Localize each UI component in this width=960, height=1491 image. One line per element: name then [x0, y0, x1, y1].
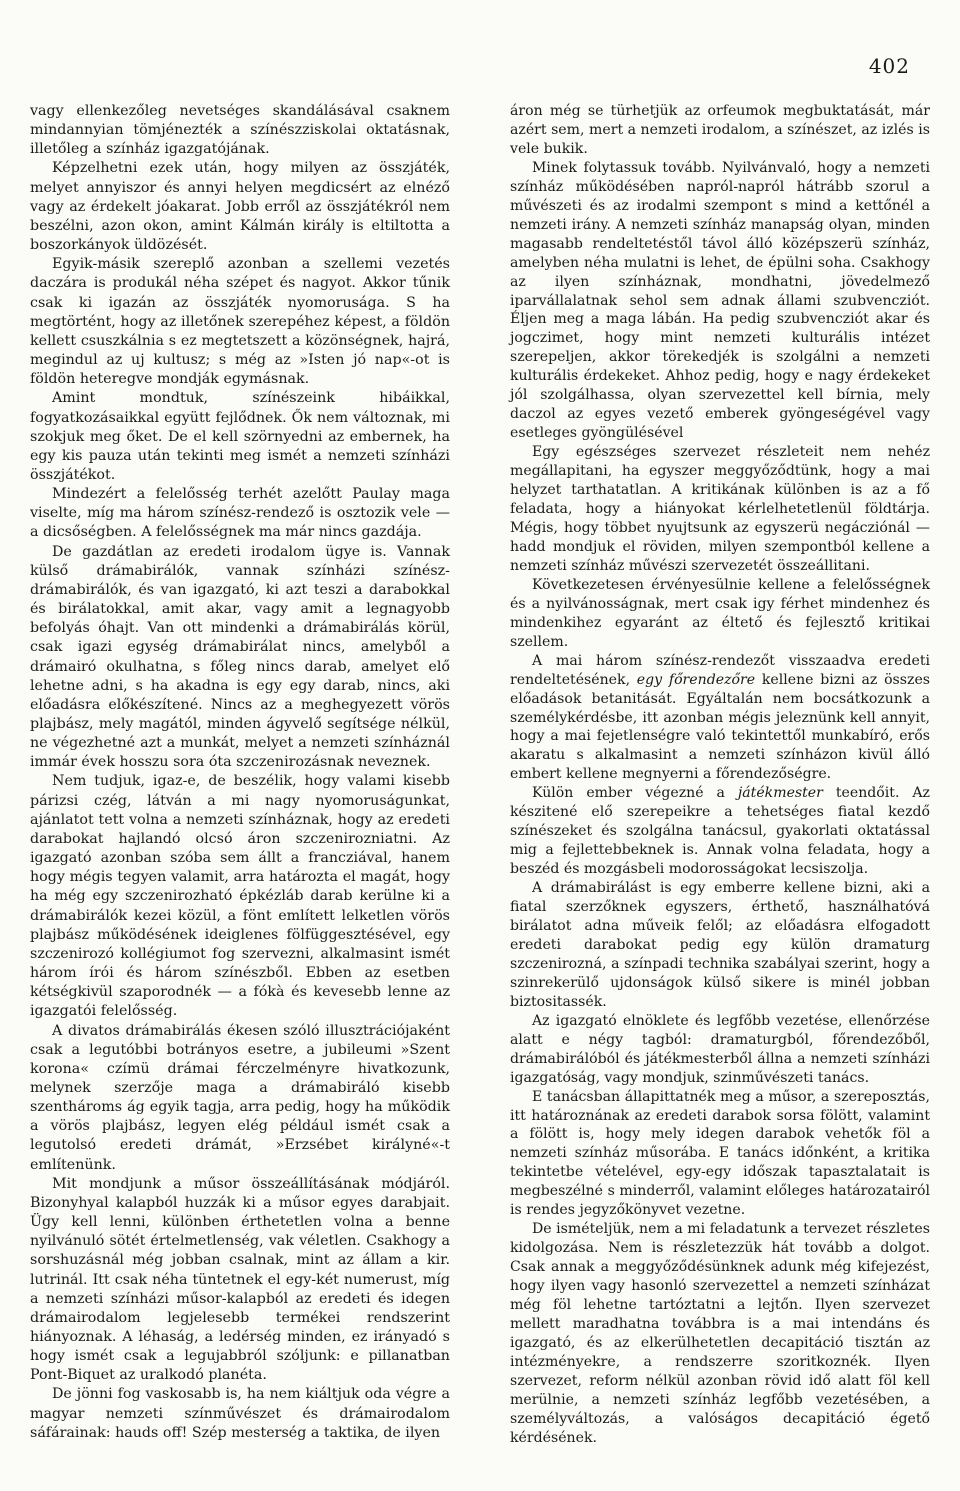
paragraph: Mindezért a felelősség terhét azelőtt Paulay maga viselte, míg ma három színész-rendező is osztozik vele — a dicsőségben. A felelősségnek ma már nincs gazdája.	[30, 486, 450, 541]
paragraph: Az igazgató elnöklete és legfőbb vezetése, ellenőrzése alatt e négy tagból: dramaturgból, főrendezőből, drámabirálóból és játékmesterből állna a nemzeti színházi igazgatóság, vagy mondjuk, szinművészeti tanács.	[510, 1012, 930, 1086]
paragraph	[510, 652, 930, 785]
paragraph: A drámabirálást is egy emberre kellene bizni, aki a fiatal szerzőknek egyszers, érthető, használhatóvá birálatot adna műveik felől; az előadásra elfogadott eredeti darabokat pedig egy külön dramaturg szczenirozná, a színpadi technika szabályai szerint, hogy a szinrekerülő ujdonságok külső sikere is minél jobban biztositassék.	[510, 880, 930, 1010]
left-column	[30, 102, 450, 1443]
paragraph: E tanácsban állapittatnék meg a műsor, a szereposztás, itt határoznának az eredeti darabok sorsa fölött, valamint a fölött is, hogy mely idegen darabok vehetők föl a nemzeti színház műsorába. E tanács időnként, a kritika tekintetbe vételével, egy-egy időszak tapasztalatait is megbeszélné s minderről, valamint előleges határozatairól is rendes jegyzőkönyvet vezetne.	[510, 1088, 930, 1219]
emphasis: játékmester	[737, 785, 823, 802]
emphasis: egy főrendezőre	[636, 671, 756, 688]
paragraph: Mit mondjunk a műsor összeállításának módjáról. Bizonyhyal kalapból huzzák ki a műsor egyes darabjait. Ügy kell lenni, különben érthetetlen volna a benne nyilvánuló sötét értelmetlenség, vak véletlen. Csakhogy a sorshuzásnál még jobban csalnak, mint az állam a kir. lutrinál. Itt csak néha tüntetnek el egy-két numerust, míg a nemzeti színházi műsor-kalapból az eredeti és idegen drámairodalom legjelesebb termékei rendszerint hiányoznak. A léhaság, a ledérség minden, ez irányadó s hogy ismét csak a legujabbról szóljunk: e pillanatban Pont-Biquet az uralkodó planéta.	[30, 1175, 450, 1384]
paragraph: áron még se türhetjük az orfeumok megbuktatását, már azért sem, mert a nemzeti irodalom, a színészet, az izlés is vele bukik.	[510, 103, 930, 157]
paragraph: Egy egészséges szervezet részleteit nem nehéz megállapitani, ha egyszer meggyőződtünk, hogy a mai helyzet tarthatatlan. A kritikának különben is az a fő feladata, hogy a hiányokat kérlelhetetlenül földtárja. Mégis, hogy többet nyujtsunk az egyszerü negácziónál — hadd mondjuk el röviden, milyen szempontból kellene a nemzeti színház művészi szervezetét összeállitani.	[510, 444, 930, 574]
paragraph: Nem tudjuk, igaz-e, de beszélik, hogy valami kisebb párizsi czég, látván a mi nagy nyomoruságunkat, ajánlatot tett volna a nemzeti színháznak, hogy az eredeti darabokat hajlandó olcsó áron szczenirozniatni. Az igazgató azonban szóba sem állt a francziával, hanem hogy mégis tegyen valamit, arra határozta el magát, hogy ha még egy szczenirozható épkézláb darab kerülne ki a drámabirálók kezei közül, a fönt említett lelketlen vörös plajbász működésének ideiglenes fölfüggesztésével, egy szczenirozó kollégiumot fog szervezni, alkalmasint ismét három írói és három színészből. Ebben az esetben kétségkivül szaporodnék — a fókà és kevesebb lenne az igazgatói felelősség.	[30, 773, 450, 1020]
paragraph: Amint mondtuk, színészeink hibáikkal, fogyatkozásaikkal együtt fejlődnek. Ők nem változnak, mi szokjuk meg őket. De el kell szörnyedni az embernek, ha egy kis pauza után tekinti meg ismét a nemzeti színházi összjátékot.	[30, 390, 450, 483]
paragraph-text: kellene bizni az összes előadások betanitását. Egyáltalán nem bocsátkozunk a személykérdésbe, itt azonban mégis jeleznünk kell annyit, hogy a mai fejetlenségre való tekintettől munkabíró, erős akaratu s alkalmasint a nemzeti színházon kivül álló embert kellene megnyerni a főrendezőségre.	[510, 671, 931, 783]
paragraph: Egyik-másik szereplő azonban a szellemi vezetés daczára is produkál néha szépet és nagyot. Akkor tűnik csak ki igazán az összjáték nyomorusága. S ha megtörtént, hogy az illetőnek szerepéhez képest, a földön kellett csuszkálnia s ez megtetszett a közönségnek, hajrá, megindul az uj kultusz; s még az »Isten jó nap«-ot is földön heteregve mondják egymásnak.	[30, 256, 450, 388]
paragraph: De ismételjük, nem a mi feladatunk a tervezet részletes kidolgozása. Nem is részletezzük hát tovább a dolgot. Csak annak a meggyőződésünknek adunk még kifejezést, hogy ilyen vagy hasonló szervezettel a nemzeti színházat még föl lehetne tartóztatni a lejtőn. Ilyen szervezet mellett maradhatna továbbra is a mai intendáns és igazgató, és az elkerülhetetlen decapitáció tisztán az intézményekre, a rendszerre szoritkoznék. Ilyen szervezet, reform nélkül azonban rövid idő alatt föl kell merülnie, a nemzeti színház legfőbb vezetésében, a személyváltozás, a valóságos decapitáció égető kérdésének.	[510, 1221, 930, 1446]
paragraph: vagy ellenkezőleg nevetséges skandálásával csaknem mindannyian tömjénezték a színészziskolai oktatásnak, illetőleg a színház igazgatójának.	[30, 103, 450, 158]
paragraph	[510, 784, 930, 879]
paragraph: De jönni fog vaskosabb is, ha nem kiáltjuk oda végre a magyar nemzeti színművészet és drámairodalom sáfárainak: hauds off! Szép mesterség a taktika, de ilyen	[30, 1386, 450, 1441]
paragraph: Minek folytassuk tovább. Nyilvánvaló, hogy a nemzeti színház működésében napról-napról hátrább szorul a művészeti és az irodalmi szempont s mind a kettőnél a nemzeti irány. A nemzeti színház manapság olyan, minden magasabb rendeltetéstől távol álló középszerü színház, amelyben néha mulatni is lehet, de épülni soha. Csakhogy az ilyen színháznak, mondhatni, jövedelmező iparvállalatnak sehol sem adnak állami szubvencziót. Éljen meg a maga lábán. Ha pedig szubvencziót akar és jogczimet, hogy mint nemzeti kulturális intézet szerepeljen, akkor törekedjék is szolgálni a nemzeti kulturális érdekeket. Ahhoz pedig, hogy e nagy érdekeket jól szolgálhassa, olyan szervezettel kell bírnia, mely daczol az egyes vezető emberek gyöngeségével vagy esetleges gyöngülésével	[510, 159, 930, 442]
paragraph-text: teendőit. Az készitené elő szerepeikre a tehetséges fiatal kezdő színészeket és szolgálna tanácsul, gyakorlati oktatással mig a fejlettebbeknek is. Annak volna feladata, hogy a beszéd és mozgásbeli modorosságokat lecsiszolja.	[510, 785, 930, 878]
paragraph: De gazdátlan az eredeti irodalom ügye is. Vannak külső drámabirálók, vannak színházi színész-drámabirálók, és van igazgató, ki azt teszi a darabokkal és birálatokkal, amit akar, vagy amit a legnagyobb befolyás óhajt. Van ott mindenki a drámabirálás körül, csak igazi egység drámabirálat nincs, amelyből a drámairó okulhatna, s főleg nincs darab, amelyet elő lehetne adni, s ha akadna is egy egy darab, nincs, aki előadásra előkészítené. Nincs az a meghegyezett vörös plajbász, mely magától, minden ágyvelő segítsége nélkül, ne végezhetné azt a munkát, melyet a nemzeti színháznál immár évek hosszu sora óta szczenirozásnak neveznek.	[30, 543, 450, 771]
paragraph-text: A mai három színész-rendezőt visszaadva eredeti rendeltetésének,	[510, 652, 930, 688]
right-column	[510, 102, 930, 1448]
paragraph: A divatos drámabirálás ékesen szóló illusztrációjaként csak a legutóbbi botrányos esetre, a jubileumi »Szent korona« czímü drámai férczelményre hivatkozunk, melynek szerzője maga a drámabiráló kisebb szenthároms ág egyik tagja, arra pedig, hogy ha működik a vörös plajbász, legyen elég például ismét csak a legutolsó eredeti drámát, »Erzsébet királyné«-t említenünk.	[30, 1022, 450, 1173]
page-number: 402	[868, 54, 910, 78]
paragraph: Képzelhetni ezek után, hogy milyen az összjáték, melyet annyiszor és annyi helyen megdicsért az elnéző vagy az érdekelt jóakarat. Jobb erről az összjátékról nem beszélni, azon okon, amint Kálmán király is eltiltotta a boszorkányok üldözését.	[30, 160, 450, 254]
paragraph: Következetesen érvényesülnie kellene a felelősségnek és a nyilvánosságnak, mert csak igy férhet mindenhez és mindenkihez egyaránt az éltető és fejlesztő kritikai szellem.	[510, 576, 930, 650]
paragraph-text: Külön ember végezné a	[532, 785, 725, 802]
